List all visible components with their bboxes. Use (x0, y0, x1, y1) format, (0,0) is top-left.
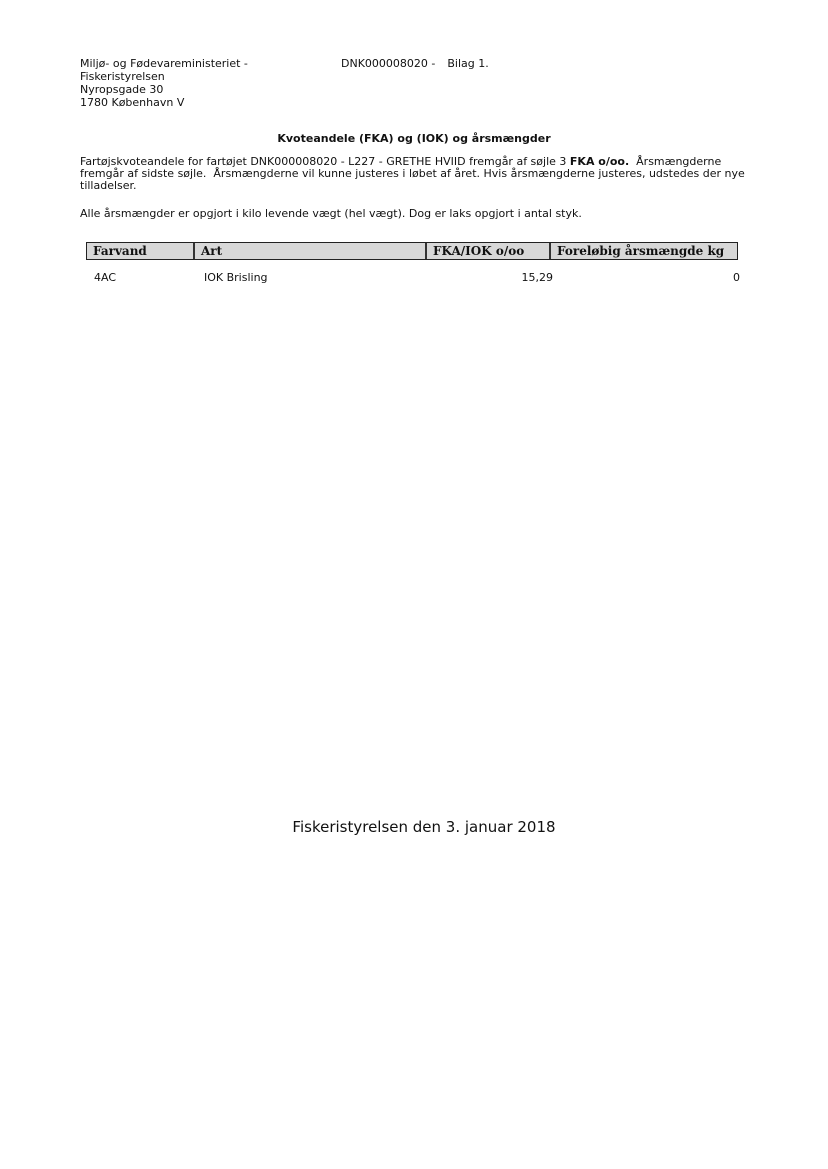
sender-address (80, 57, 248, 109)
table-header (86, 242, 738, 260)
cell-fka-iok: 15,29 (521, 271, 553, 284)
intro-paragraph (80, 156, 765, 192)
sender-line: Miljø- og Fødevareministeriet - (80, 57, 248, 70)
header-art: Art (195, 243, 427, 259)
intro-text-start: Fartøjskvoteandele for fartøjet DNK000008020 - L227 - GRETHE HVIID fremgår af søjle 3 (80, 155, 570, 168)
cell-farvand: 4AC (94, 271, 117, 284)
cell-art: IOK Brisling (204, 271, 268, 284)
reference-number: DNK000008020 - (341, 57, 436, 70)
sender-line: 1780 København V (80, 96, 185, 109)
unit-note-paragraph: Alle årsmængder er opgjort i kilo levende vægt (hel vægt). Dog er laks opgjort i antal styk. (80, 207, 582, 220)
header-aarsmaengde: Foreløbig årsmængde kg (551, 243, 737, 259)
header-fka-iok: FKA/IOK o/oo (427, 243, 551, 259)
reference-line (341, 57, 489, 70)
sender-line: Nyropsgade 30 (80, 83, 164, 96)
footer-date-line: Fiskeristyrelsen den 3. januar 2018 (292, 818, 556, 836)
intro-text-end: Årsmængderne fremgår af sidste søjle. Årsmængderne vil kunne justeres i løbet af året. Hvis årsmængderne justeres, udstedes der nye tilladelser. (80, 155, 749, 192)
attachment-label: Bilag 1. (447, 57, 489, 70)
cell-aarsmaengde: 0 (733, 271, 740, 284)
document-title: Kvoteandele (FKA) og (IOK) og årsmængder (277, 132, 551, 145)
header-farvand: Farvand (87, 243, 195, 259)
sender-line: Fiskeristyrelsen (80, 70, 165, 83)
intro-bold-term: FKA o/oo. (569, 155, 630, 168)
